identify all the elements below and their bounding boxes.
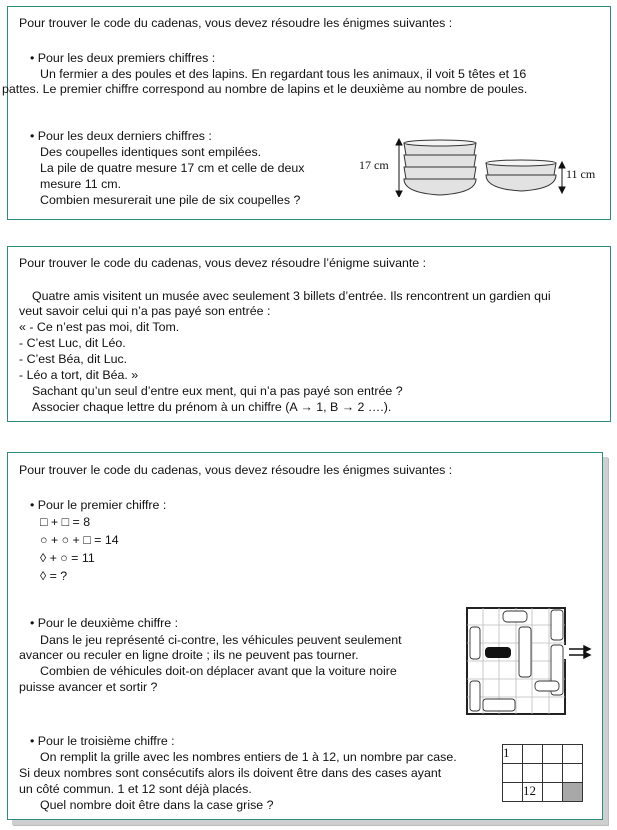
card3-p2-title: • Pour le deuxième chiffre : [30,616,179,630]
card3-p2-line2: avancer ou reculer en ligne droite ; ils ne peuvent pas tourner. [19,648,359,662]
card1-part1-title: • Pour les deux premiers chiffres : [30,51,216,65]
card3-p3-line3: un côté commun. 1 et 12 sont déjà placés. [19,782,252,796]
card2-line2: veut savoir celui qui n’a pas payé son entrée : [19,304,271,318]
card3-p3-line1: On remplit la grille avec les nombres entiers de 1 à 12, un nombre par case. [40,750,457,764]
label-11cm: 11 cm [566,167,596,181]
card2-line1: Quatre amis visitent un musée avec seulement 3 billets d’entrée. Ils rencontrent un gardien qui [32,289,551,303]
equation-1: □ + □ = 8 [40,515,91,529]
puzzle-card-2 [7,246,611,422]
card3-p3-title: • Pour le troisième chiffre : [30,734,175,748]
card2-intro: Pour trouver le code du cadenas, vous devez résoudre l’énigme suivante : [19,256,427,270]
card2-line5: - C’est Béa, dit Luc. [19,352,128,366]
bowls-illustration [390,135,590,197]
card2-line6: - Léo a tort, dit Béa. » [19,368,139,382]
card2-line7: Sachant qu’un seul d’entre eux ment, qui n’a pas payé son entrée ? [32,384,403,398]
card3-intro: Pour trouver le code du cadenas, vous devez résoudre les énigmes suivantes : [19,463,453,477]
equation-2: ○ + ○ + □ = 14 [40,533,119,547]
grey-cell [563,783,583,802]
card3-p3-line2: Si deux nombres sont consécutifs alors ils doivent être dans des cases ayant [19,766,442,780]
grid-cell-12: 12 [523,783,543,802]
card3-p2-line3: Combien de véhicules doit-on déplacer avant que la voiture noire [40,664,397,678]
card2-line8: Associer chaque lettre du prénom à un chiffre (A → 1, B → 2 ….). [32,400,392,414]
card1-intro: Pour trouver le code du cadenas, vous devez résoudre les énigmes suivantes : [19,16,453,30]
card1-part2-line2: La pile de quatre mesure 17 cm et celle de deux [40,161,305,175]
card3-p2-line4: puisse avancer et sortir ? [19,680,158,694]
card1-part2-line4: Combien mesurerait une pile de six coupelles ? [40,193,301,207]
card3-p2-line1: Dans le jeu représenté ci-contre, les véhicules peuvent seulement [40,633,402,647]
label-17cm: 17 cm [359,158,389,172]
card1-part1-line1: Un fermier a des poules et des lapins. En regardant tous les animaux, il voit 5 têtes et 16 [40,67,527,81]
card2-line3: « - Ce n’est pas moi, dit Tom. [19,320,180,334]
puzzle-card-3 [7,452,603,820]
card1-part2-line3: mesure 11 cm. [40,177,122,191]
card1-part1-line2: pattes. Le premier chiffre correspond au nombre de lapins et le deuxième au nombre de poules. [2,82,528,96]
equation-3: ◊ + ○ = 11 [40,551,95,565]
puzzle-card-1 [2,6,611,220]
card3-p1-title: • Pour le premier chiffre : [30,498,167,512]
grid-cell-1: 1 [503,745,523,764]
card1-part2-line1: Des coupelles identiques sont empilées. [40,145,262,159]
card3-p3-line4: Quel nombre doit être dans la case grise ? [40,798,274,812]
number-grid [502,744,583,802]
card1-part2-title: • Pour les deux derniers chiffres : [30,129,212,143]
parking-puzzle-board [463,605,593,717]
equation-4: ◊ = ? [40,569,68,583]
card2-line4: - C’est Luc, dit Léo. [19,336,126,350]
